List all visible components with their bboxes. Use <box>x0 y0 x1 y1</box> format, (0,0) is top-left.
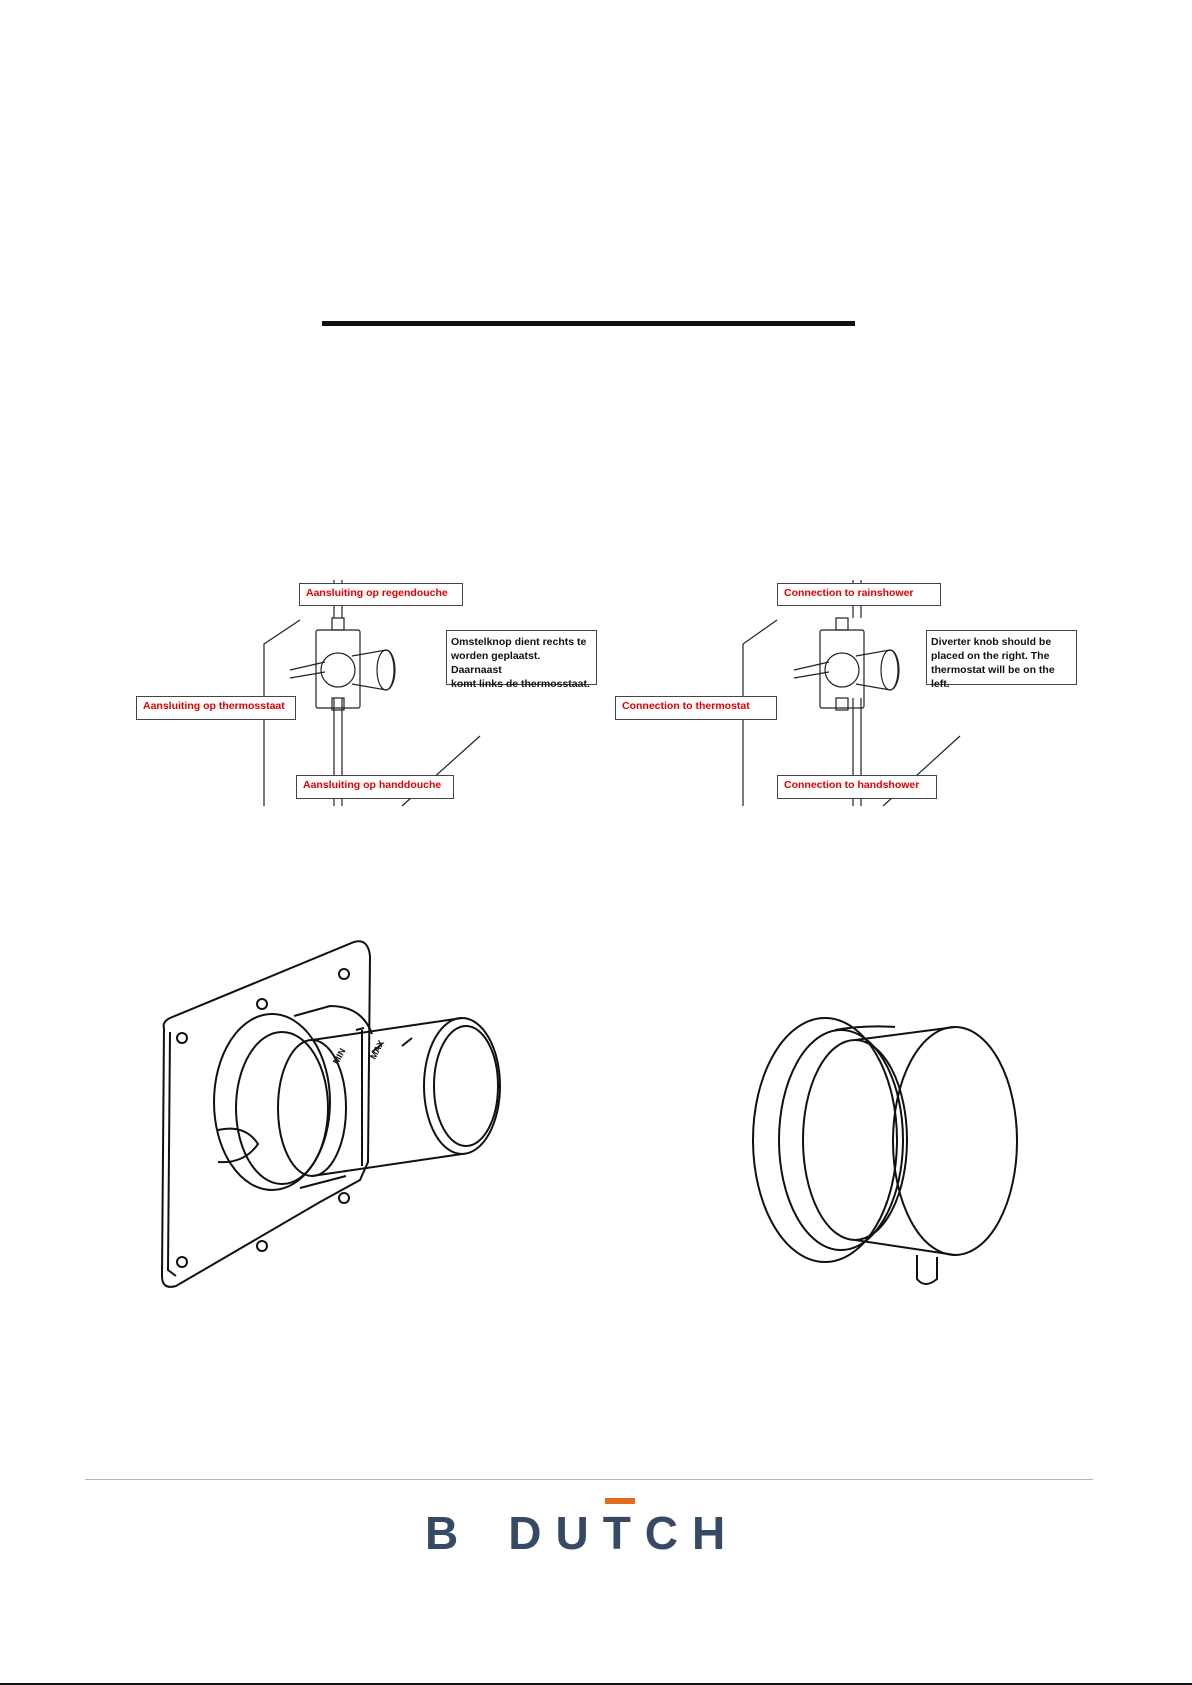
label-handshower-nl: Aansluiting op handdouche <box>296 775 454 799</box>
installation-diagram-nl <box>130 580 600 810</box>
logo-letter-t: T <box>602 1507 645 1559</box>
note-line: thermostat will be on the left. <box>931 664 1055 690</box>
label-rainshower-en: Connection to rainshower <box>777 583 941 606</box>
min-marking: MIN <box>330 1046 348 1066</box>
label-thermostat-en: Connection to thermostat <box>615 696 777 720</box>
note-line: Diverter knob should be <box>931 636 1052 648</box>
diverter-knob-illustration <box>745 1005 1045 1300</box>
note-line: placed on the right. The <box>931 650 1050 662</box>
max-marking: MAX <box>367 1038 387 1061</box>
bdutch-logo <box>425 1508 739 1558</box>
note-line: Omstelknop dient rechts te <box>451 636 587 648</box>
footer-divider <box>85 1479 1093 1480</box>
concealed-body-drawing <box>150 930 570 1320</box>
label-handshower-en: Connection to handshower <box>777 775 937 799</box>
diverter-note-nl <box>446 630 597 690</box>
logo-letters-du: DU <box>508 1507 603 1559</box>
logo-letters-ch: CH <box>644 1507 740 1559</box>
diverter-knob-drawing <box>745 1005 1045 1300</box>
title-underline <box>322 321 855 326</box>
note-line: komt links de thermosstaat. <box>451 678 590 690</box>
logo-letter-t-wrapper <box>603 1506 645 1560</box>
label-rainshower-nl: Aansluiting op regendouche <box>299 583 463 606</box>
note-line: worden geplaatst. Daarnaast <box>451 650 541 676</box>
mounting-plate-illustration <box>150 930 570 1320</box>
label-thermostat-nl: Aansluiting op thermosstaat <box>136 696 296 720</box>
diverter-note-en <box>926 630 1077 690</box>
installation-diagram-en <box>615 580 1085 810</box>
logo-letter-b: B <box>425 1507 473 1559</box>
logo-accent-bar <box>605 1498 635 1504</box>
